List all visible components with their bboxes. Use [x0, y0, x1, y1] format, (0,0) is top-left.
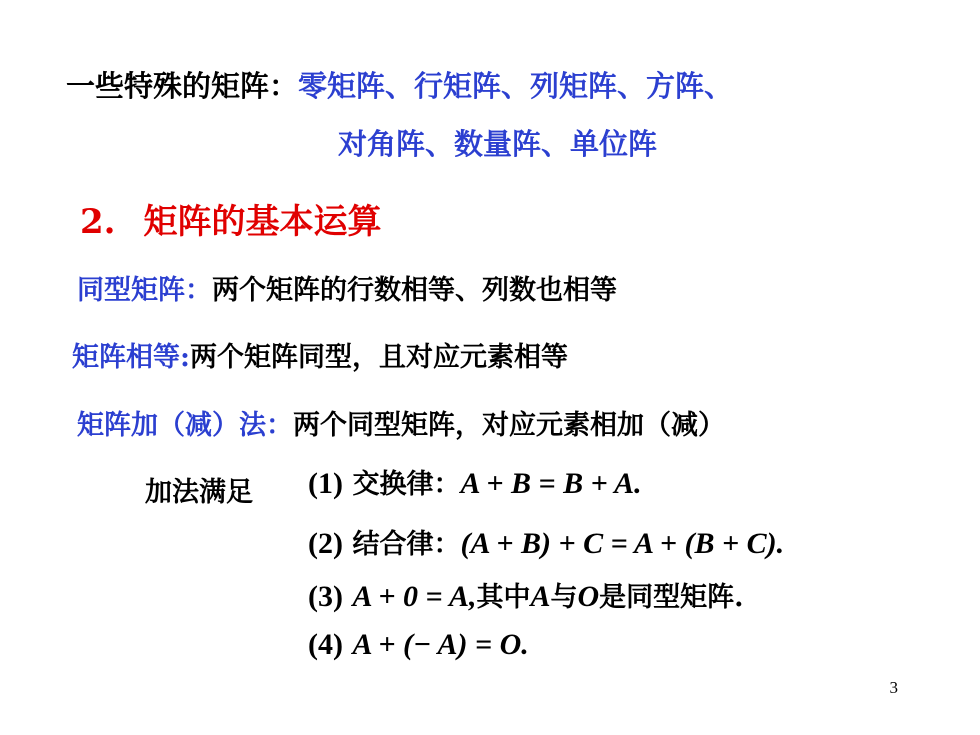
law-note: 是同型矩阵. [599, 582, 744, 613]
law-index: (1) [308, 467, 343, 500]
law-zero-matrix [308, 575, 744, 614]
law-commutative [308, 462, 642, 501]
definition-text: 两个同型矩阵，对应元素相加（减） [293, 410, 725, 441]
special-matrices-line-1 [66, 64, 733, 105]
definition-text: 两个矩阵同型，且对应元素相等 [189, 342, 568, 373]
definition-term: 矩阵相等: [72, 342, 190, 373]
section-number: 2. [80, 202, 116, 242]
law-associative [308, 522, 784, 561]
law-name: 交换律： [352, 469, 461, 500]
law-index: (2) [308, 527, 343, 560]
page-number: 3 [889, 678, 898, 697]
definition-same-type [77, 268, 617, 307]
law-note: 与 [550, 582, 578, 613]
law-variable: O [577, 580, 600, 613]
law-name: 结合律： [352, 529, 461, 560]
law-note: 其中 [476, 582, 531, 613]
law-negative-matrix [308, 627, 529, 662]
section-heading [80, 194, 382, 243]
law-variable: A [530, 580, 551, 613]
law-formula: A + B = B + A. [460, 467, 642, 500]
definition-addition [77, 403, 725, 442]
definition-term: 矩阵加（减）法： [77, 410, 293, 441]
law-formula: A + (− A) = O. [352, 628, 529, 661]
special-matrices-types-2: 对角阵、数量阵、单位阵 [338, 127, 658, 161]
special-matrices-types-1: 零矩阵、行矩阵、列矩阵、方阵、 [298, 69, 734, 103]
definition-matrix-equality [72, 335, 568, 374]
law-formula: (A + B) + C = A + (B + C). [460, 527, 785, 560]
definition-term: 同型矩阵： [77, 275, 212, 306]
law-formula: A + 0 = A, [352, 580, 477, 613]
definition-text: 两个矩阵的行数相等、列数也相等 [212, 275, 617, 306]
section-title: 矩阵的基本运算 [143, 202, 382, 242]
special-matrices-label: 一些特殊的矩阵： [66, 69, 299, 103]
law-index: (3) [308, 580, 343, 613]
law-index: (4) [308, 628, 343, 661]
addition-satisfies-label: 加法满足 [145, 477, 253, 508]
